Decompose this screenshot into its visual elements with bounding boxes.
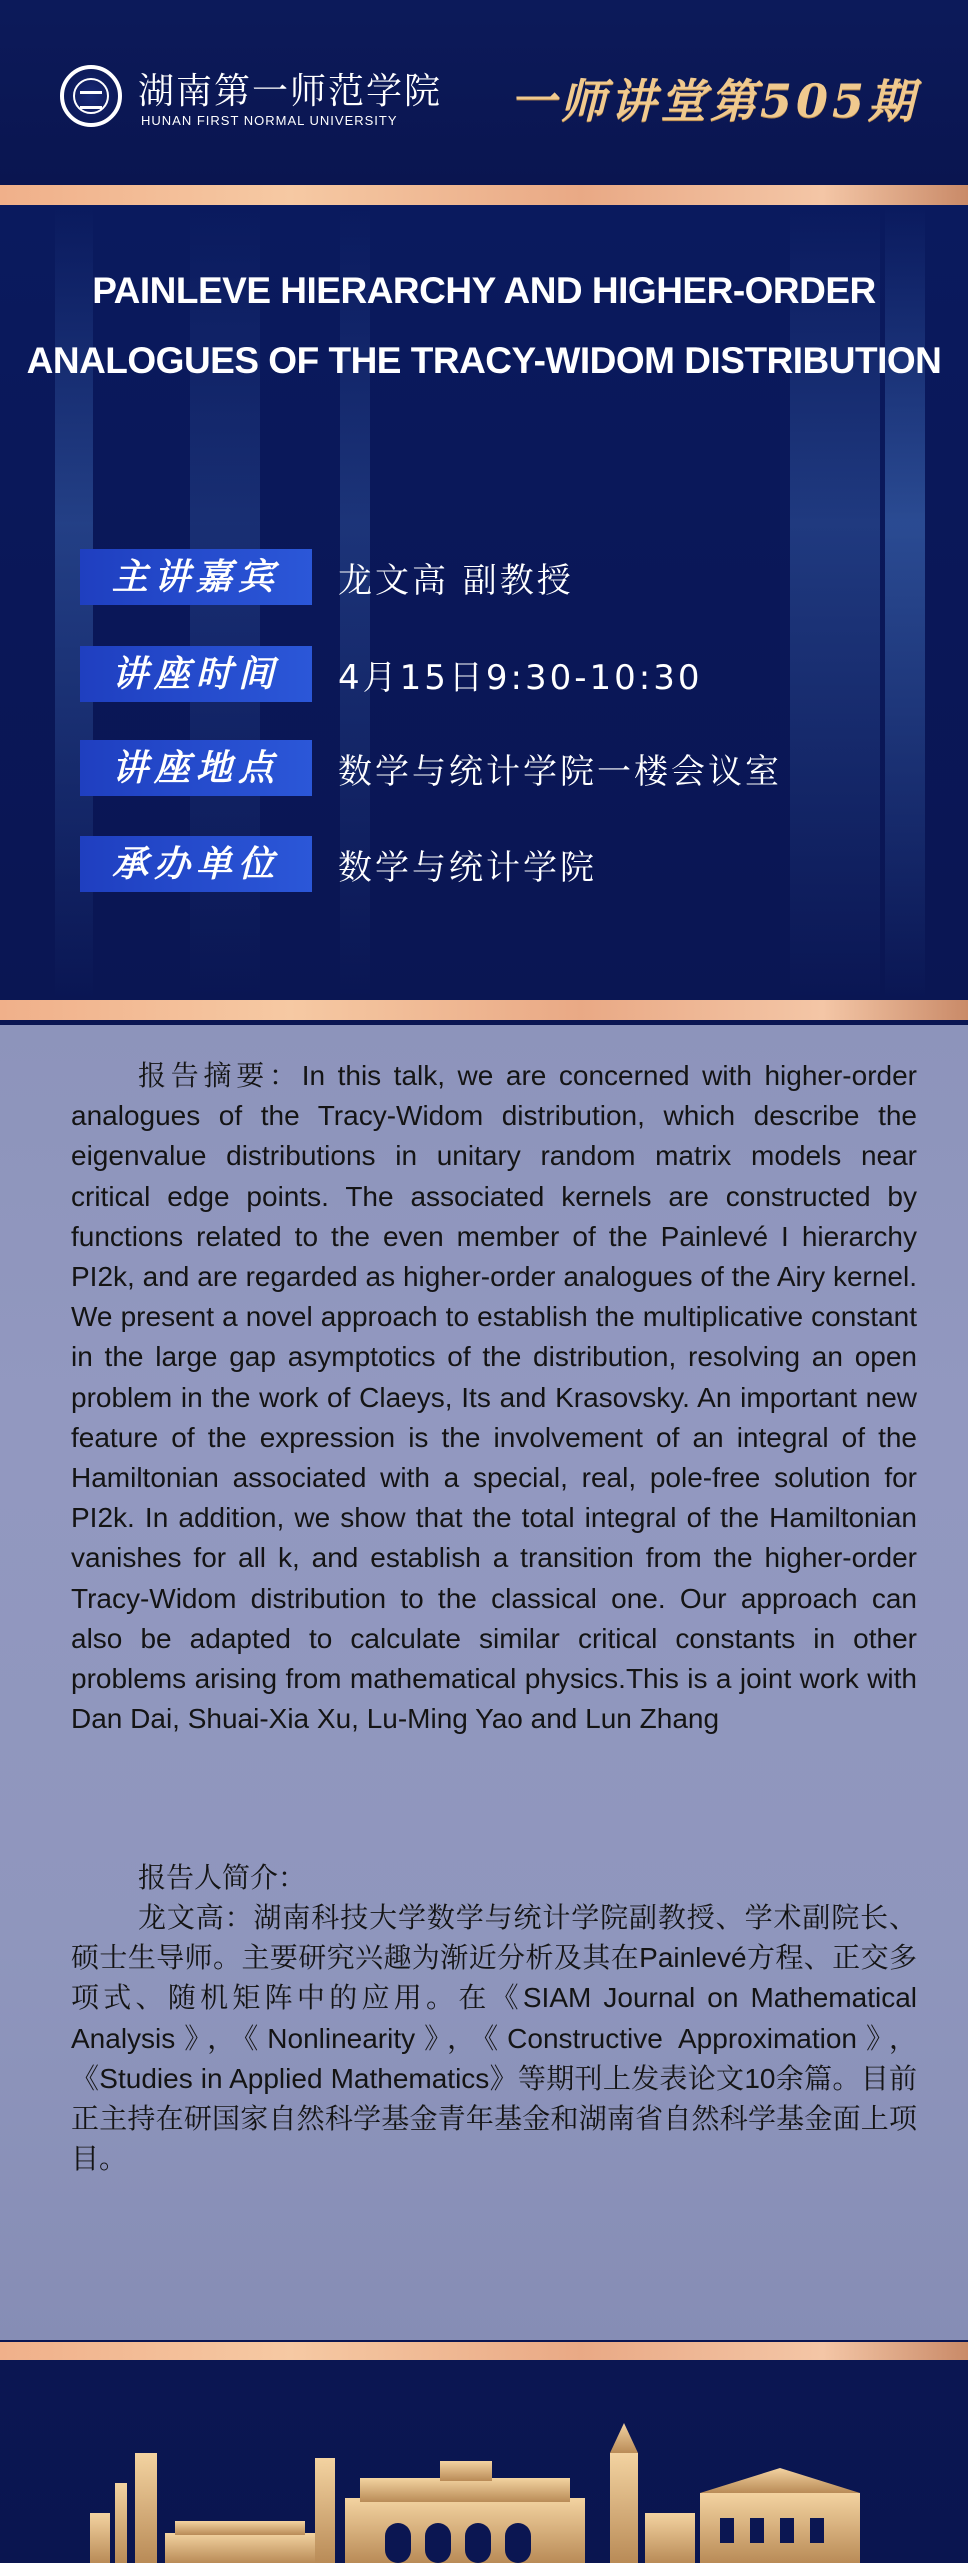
campus-skyline-icon	[0, 2413, 968, 2563]
gold-divider-bottom	[0, 2342, 968, 2360]
gold-divider-middle	[0, 1000, 968, 1020]
info-value: 4月15日9:30-10:30	[338, 657, 703, 698]
info-row-organizer	[80, 836, 597, 892]
content-panel	[0, 1025, 968, 2340]
header	[0, 0, 968, 185]
info-value: 数学与统计学院一楼会议室	[338, 751, 782, 792]
info-label: 承办单位	[80, 836, 312, 892]
gold-divider-top	[0, 185, 968, 205]
info-value: 数学与统计学院	[338, 847, 597, 888]
talk-title-line-1: PAINLEVE HIERARCHY AND HIGHER-ORDER	[92, 270, 876, 311]
info-row-location	[80, 740, 782, 796]
info-label: 讲座时间	[80, 646, 312, 702]
hero-section	[0, 205, 968, 1000]
info-label: 主讲嘉宾	[80, 549, 312, 605]
lecture-series-title: 一师讲堂第505期	[510, 74, 919, 128]
university-name-en: HUNAN FIRST NORMAL UNIVERSITY	[141, 113, 398, 128]
info-row-time	[80, 646, 703, 702]
footer	[0, 2362, 968, 2563]
info-row-speaker	[80, 549, 574, 605]
info-label: 讲座地点	[80, 740, 312, 796]
university-name-cn: 湖南第一师范学院	[138, 71, 443, 112]
university-seal-icon	[60, 65, 122, 127]
bio-heading: 报告人简介：	[138, 1862, 307, 1893]
info-value: 龙文高 副教授	[338, 560, 574, 601]
abstract-text: 报告摘要：In this talk, we are concerned with higher-order analogues of the Tracy-Widom distribution, which describe the eigenvalue distributions in unitary random matrix models near critical edge points. The associated kernels are constructed by functions related to the even member of the Painlevé I hierarchy PI2k, and are regarded as higher-order analogues of the Airy kernel. We present a novel approach to establish the multiplicative constant in the large gap asymptotics of the distribution, resolving an open problem in the work of Claeys, Its and Krasovsky. An important new feature of the expression is the involvement of an integral of the Hamiltonian associated with a special, real, pole-free solution for PI2k. In addition, we show that the total integral of the Hamiltonian vanishes for all k, and establish a transition from the higher-order Tracy-Widom distribution to the classical one. Our approach can also be adapted to calculate similar critical constants in other problems arising from mathematical physics.This is a joint work with Dan Dai, Shuai-Xia Xu, Lu-Ming Yao and Lun Zhang	[71, 1060, 917, 1735]
bio-text: 龙文高：湖南科技大学数学与统计学院副教授、学术副院长、硕士生导师。主要研究兴趣为渐近分析及其在Painlevé方程、正交多项式、随机矩阵中的应用。在《SIAM Journal on Mathematical Analysis》，《Nonlinearity》，《Constructive Approximation》，《Studies in Applied Mathematics》等期刊上发表论文10余篇。目前正主持在研国家自然科学基金青年基金和湖南省自然科学基金面上项目。	[71, 1902, 917, 2175]
talk-title-line-2: ANALOGUES OF THE TRACY-WIDOM DISTRIBUTION	[26, 340, 942, 381]
light-beam	[790, 205, 880, 1000]
light-beam	[885, 205, 925, 1000]
